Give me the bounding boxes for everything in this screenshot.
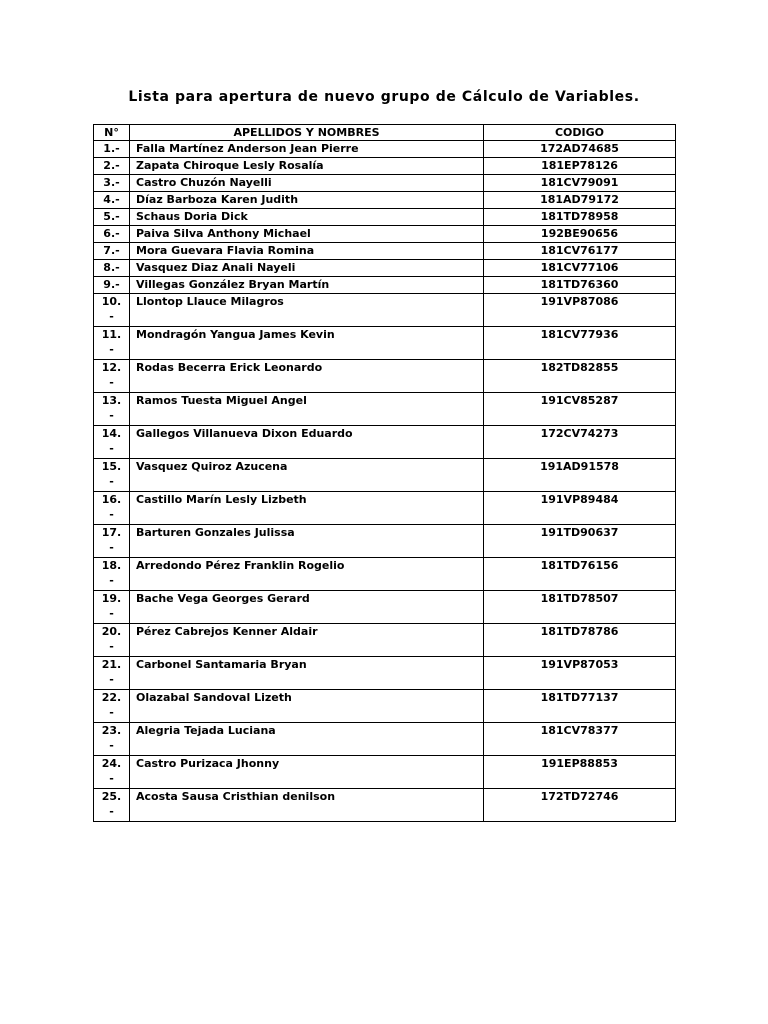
row-number <box>94 426 130 459</box>
student-name: Díaz Barboza Karen Judith <box>130 192 484 209</box>
student-code: 191CV85287 <box>484 393 676 426</box>
student-code: 181TD76360 <box>484 277 676 294</box>
row-number-text: 22. <box>101 691 122 704</box>
student-name: Carbonel Santamaria Bryan <box>130 657 484 690</box>
table-row <box>94 492 676 525</box>
row-number-text: 7.- <box>103 244 120 257</box>
student-name: Gallegos Villanueva Dixon Eduardo <box>130 426 484 459</box>
table-row <box>94 426 676 459</box>
student-name: Vasquez Diaz Anali Nayeli <box>130 260 484 277</box>
row-number <box>94 525 130 558</box>
row-number-dash: - <box>109 376 114 389</box>
row-number-text: 10. <box>101 295 122 308</box>
row-number <box>94 360 130 393</box>
row-number-text: 17. <box>101 526 122 539</box>
student-code: 172TD72746 <box>484 789 676 822</box>
student-name: Bache Vega Georges Gerard <box>130 591 484 624</box>
row-number <box>94 723 130 756</box>
row-number <box>94 141 130 158</box>
student-code: 191TD90637 <box>484 525 676 558</box>
row-number-dash: - <box>109 805 114 818</box>
student-code: 181CV76177 <box>484 243 676 260</box>
row-number <box>94 277 130 294</box>
row-number-dash: - <box>109 607 114 620</box>
row-number-dash: - <box>109 541 114 554</box>
row-number <box>94 209 130 226</box>
student-name: Rodas Becerra Erick Leonardo <box>130 360 484 393</box>
student-name: Mondragón Yangua James Kevin <box>130 327 484 360</box>
table-header-row <box>94 125 676 141</box>
table-row <box>94 192 676 209</box>
student-list-table <box>93 124 676 822</box>
row-number-dash: - <box>109 475 114 488</box>
student-code: 181TD76156 <box>484 558 676 591</box>
row-number-text: 6.- <box>103 227 120 240</box>
table-row <box>94 209 676 226</box>
row-number <box>94 158 130 175</box>
student-name: Pérez Cabrejos Kenner Aldair <box>130 624 484 657</box>
table-row <box>94 624 676 657</box>
row-number-text: 4.- <box>103 193 120 206</box>
table-row <box>94 260 676 277</box>
table-body <box>94 141 676 822</box>
table-row <box>94 525 676 558</box>
student-code: 191VP89484 <box>484 492 676 525</box>
row-number-dash: - <box>109 739 114 752</box>
row-number <box>94 492 130 525</box>
student-name: Alegria Tejada Luciana <box>130 723 484 756</box>
header-code: CODIGO <box>484 125 676 141</box>
student-name: Castillo Marín Lesly Lizbeth <box>130 492 484 525</box>
row-number-text: 18. <box>101 559 122 572</box>
table-row <box>94 756 676 789</box>
student-code: 191AD91578 <box>484 459 676 492</box>
table-row <box>94 360 676 393</box>
table-row <box>94 327 676 360</box>
student-name: Llontop Llauce Milagros <box>130 294 484 327</box>
row-number <box>94 459 130 492</box>
table-row <box>94 459 676 492</box>
row-number-text: 19. <box>101 592 122 605</box>
row-number-text: 15. <box>101 460 122 473</box>
header-name: APELLIDOS Y NOMBRES <box>130 125 484 141</box>
table-row <box>94 175 676 192</box>
row-number <box>94 558 130 591</box>
row-number-dash: - <box>109 673 114 686</box>
student-name: Zapata Chiroque Lesly Rosalía <box>130 158 484 175</box>
row-number <box>94 393 130 426</box>
student-code: 181AD79172 <box>484 192 676 209</box>
row-number-text: 23. <box>101 724 122 737</box>
row-number-dash: - <box>109 772 114 785</box>
table-row <box>94 226 676 243</box>
student-name: Olazabal Sandoval Lizeth <box>130 690 484 723</box>
row-number-text: 8.- <box>103 261 120 274</box>
student-code: 172AD74685 <box>484 141 676 158</box>
student-name: Castro Purizaca Jhonny <box>130 756 484 789</box>
row-number-text: 21. <box>101 658 122 671</box>
row-number-text: 24. <box>101 757 122 770</box>
row-number <box>94 657 130 690</box>
student-code: 191EP88853 <box>484 756 676 789</box>
student-name: Paiva Silva Anthony Michael <box>130 226 484 243</box>
row-number-dash: - <box>109 640 114 653</box>
student-name: Mora Guevara Flavia Romina <box>130 243 484 260</box>
table-row <box>94 558 676 591</box>
table-row <box>94 141 676 158</box>
student-name: Barturen Gonzales Julissa <box>130 525 484 558</box>
student-code: 172CV74273 <box>484 426 676 459</box>
student-code: 182TD82855 <box>484 360 676 393</box>
table-row <box>94 723 676 756</box>
row-number-text: 2.- <box>103 159 120 172</box>
row-number <box>94 327 130 360</box>
row-number-text: 13. <box>101 394 122 407</box>
row-number <box>94 789 130 822</box>
table-row <box>94 243 676 260</box>
table-row <box>94 591 676 624</box>
document-title: Lista para apertura de nuevo grupo de Cálculo de Variables. <box>128 89 640 105</box>
student-name: Castro Chuzón Nayelli <box>130 175 484 192</box>
student-name: Villegas González Bryan Martín <box>130 277 484 294</box>
student-code: 191VP87086 <box>484 294 676 327</box>
row-number <box>94 690 130 723</box>
row-number <box>94 294 130 327</box>
row-number <box>94 260 130 277</box>
row-number <box>94 175 130 192</box>
student-code: 181CV79091 <box>484 175 676 192</box>
student-name: Arredondo Pérez Franklin Rogelio <box>130 558 484 591</box>
row-number-dash: - <box>109 574 114 587</box>
row-number-text: 14. <box>101 427 122 440</box>
row-number <box>94 243 130 260</box>
row-number <box>94 192 130 209</box>
table-row <box>94 158 676 175</box>
student-code: 191VP87053 <box>484 657 676 690</box>
row-number-text: 1.- <box>103 142 120 155</box>
student-name: Ramos Tuesta Miguel Angel <box>130 393 484 426</box>
row-number-text: 20. <box>101 625 122 638</box>
row-number-dash: - <box>109 343 114 356</box>
student-name: Acosta Sausa Cristhian denilson <box>130 789 484 822</box>
row-number <box>94 624 130 657</box>
row-number <box>94 226 130 243</box>
table-row <box>94 277 676 294</box>
student-code: 181TD78958 <box>484 209 676 226</box>
row-number-dash: - <box>109 706 114 719</box>
student-name: Schaus Doria Dick <box>130 209 484 226</box>
table-row <box>94 690 676 723</box>
row-number-text: 11. <box>101 328 122 341</box>
row-number-text: 12. <box>101 361 122 374</box>
student-code: 181CV78377 <box>484 723 676 756</box>
student-code: 181TD78786 <box>484 624 676 657</box>
row-number-dash: - <box>109 508 114 521</box>
row-number-text: 16. <box>101 493 122 506</box>
row-number <box>94 591 130 624</box>
row-number-text: 3.- <box>103 176 120 189</box>
row-number-text: 5.- <box>103 210 120 223</box>
student-code: 181CV77936 <box>484 327 676 360</box>
student-code: 192BE90656 <box>484 226 676 243</box>
header-number: N° <box>94 125 130 141</box>
student-code: 181EP78126 <box>484 158 676 175</box>
row-number-dash: - <box>109 310 114 323</box>
student-name: Falla Martínez Anderson Jean Pierre <box>130 141 484 158</box>
row-number-dash: - <box>109 442 114 455</box>
row-number-text: 9.- <box>103 278 120 291</box>
row-number-text: 25. <box>101 790 122 803</box>
row-number <box>94 756 130 789</box>
row-number-dash: - <box>109 409 114 422</box>
student-name: Vasquez Quiroz Azucena <box>130 459 484 492</box>
student-code: 181TD78507 <box>484 591 676 624</box>
table-row <box>94 393 676 426</box>
student-code: 181CV77106 <box>484 260 676 277</box>
student-code: 181TD77137 <box>484 690 676 723</box>
table-row <box>94 657 676 690</box>
table-row <box>94 294 676 327</box>
table-row <box>94 789 676 822</box>
